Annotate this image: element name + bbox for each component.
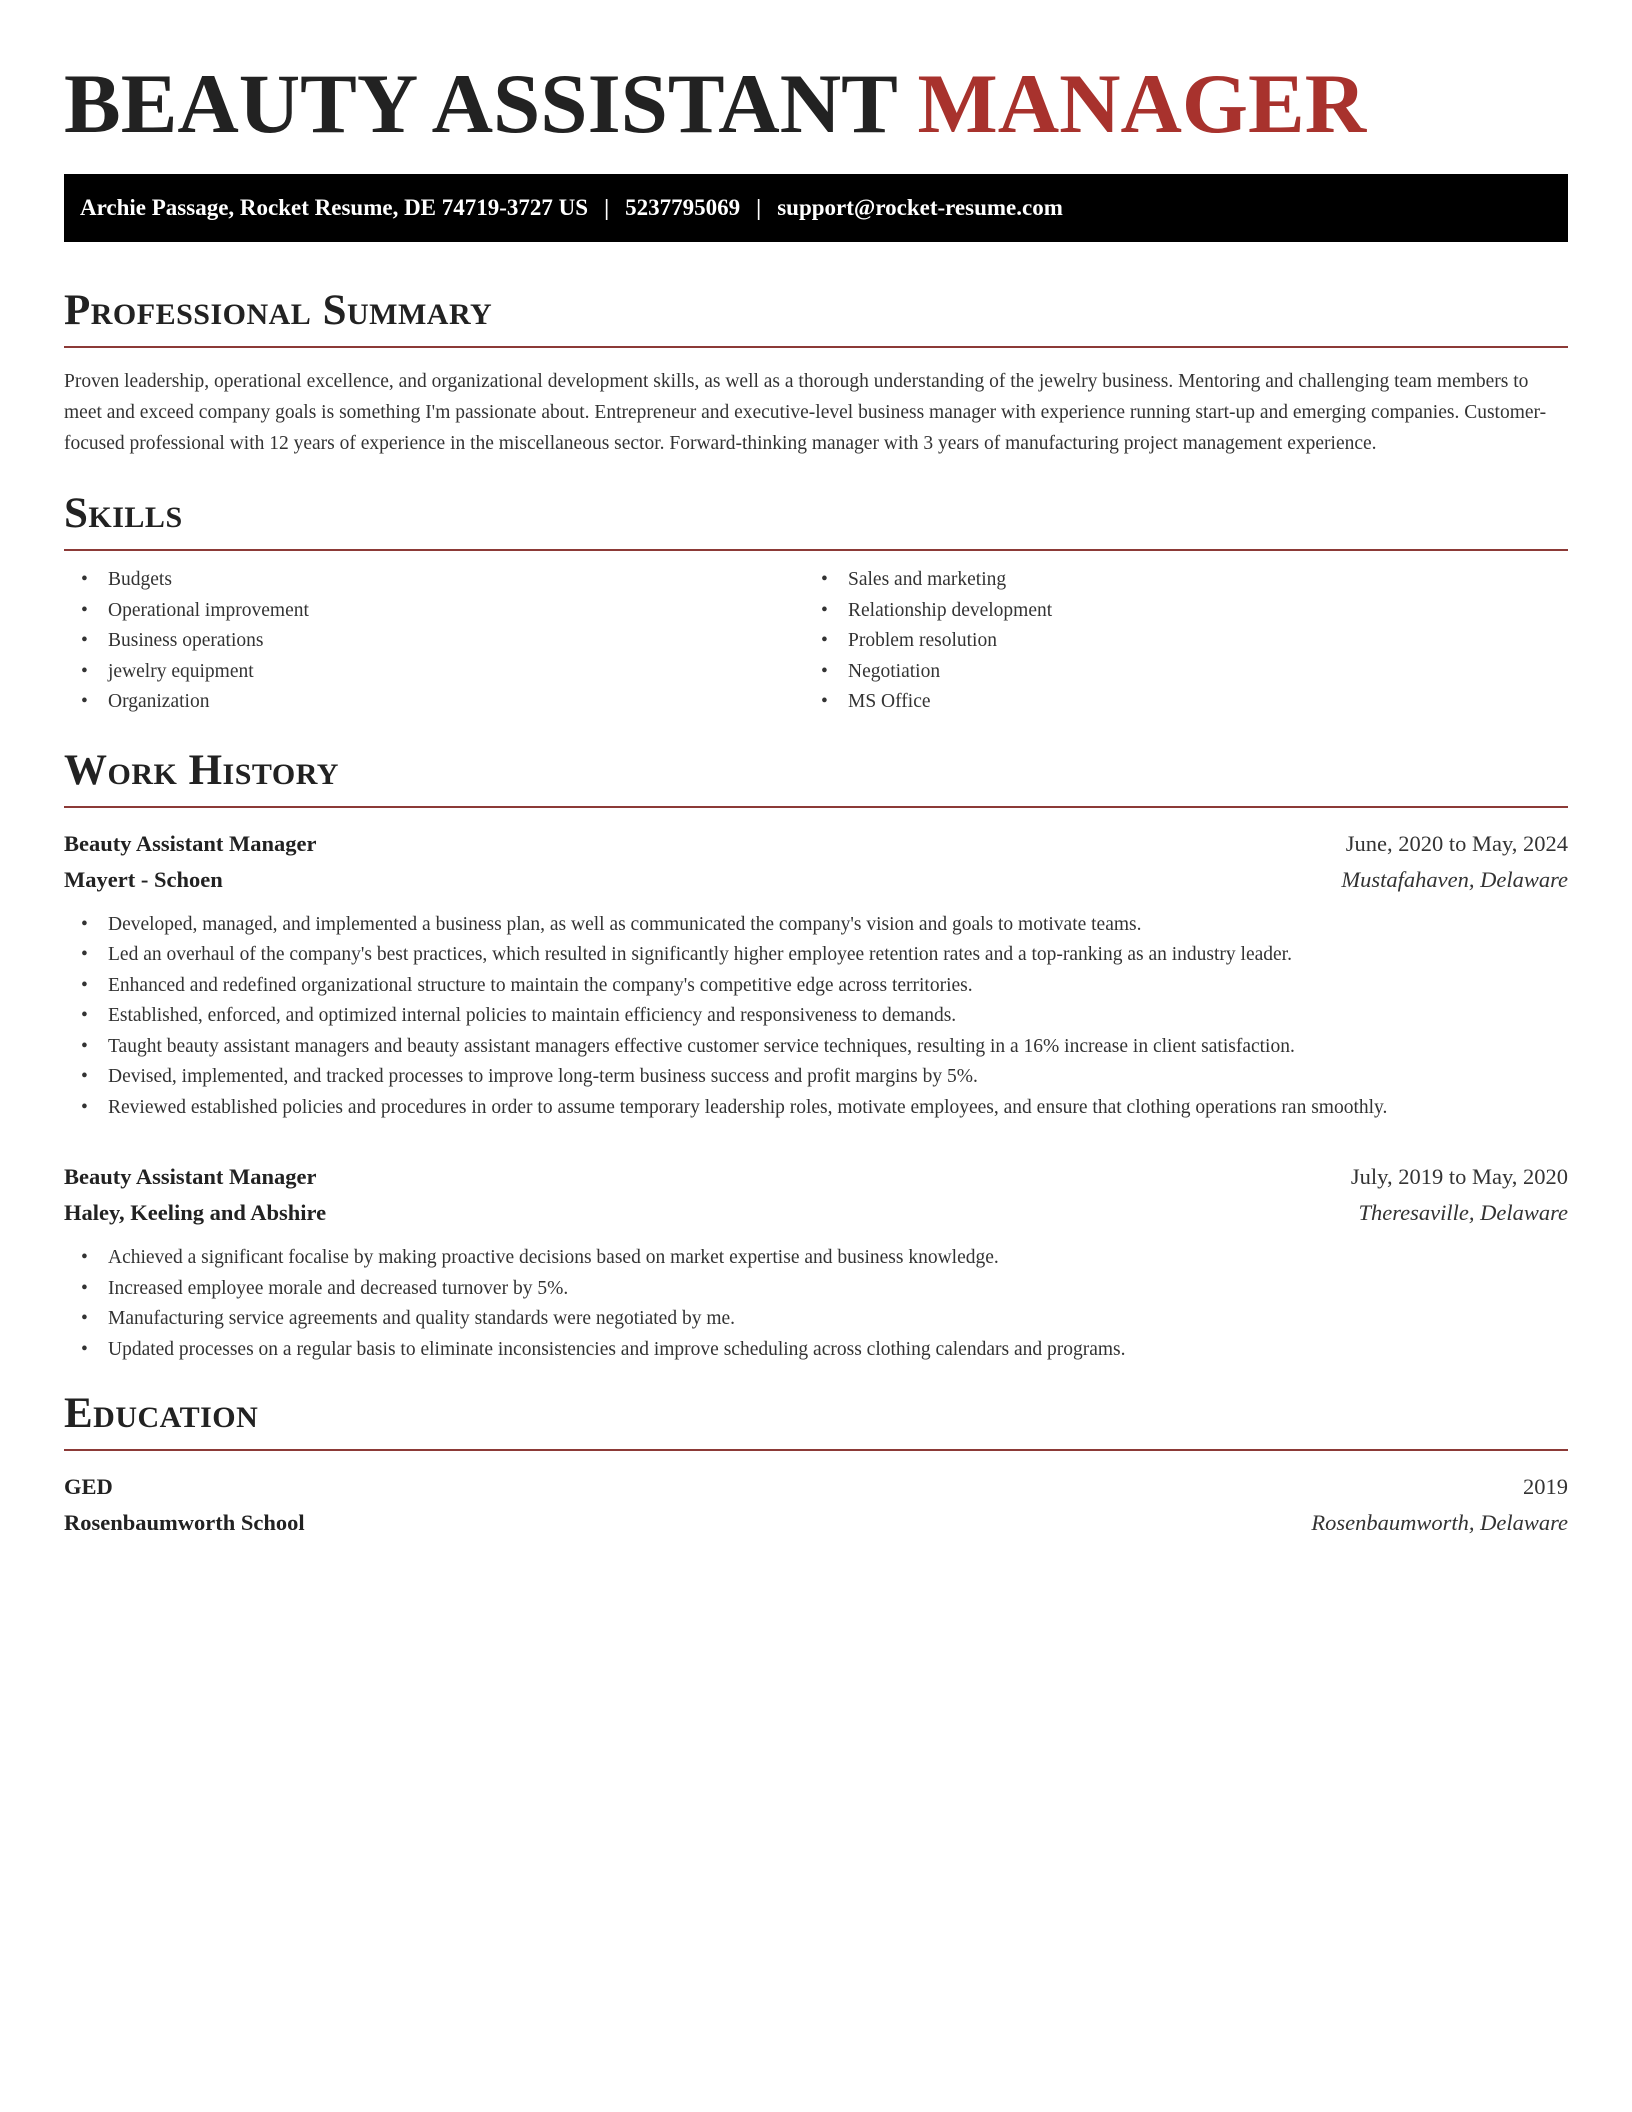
- bullet-icon: •: [81, 1096, 88, 1118]
- contact-separator: |: [756, 195, 762, 220]
- job-bullet: [64, 910, 1568, 941]
- job-bullet: [64, 1335, 1568, 1366]
- skills-columns: [64, 565, 1568, 718]
- contact-bar: [64, 174, 1568, 242]
- job-bullet: [64, 1001, 1568, 1032]
- job-bullet: [64, 1243, 1568, 1274]
- job-dates: July, 2019 to May, 2020: [1350, 1164, 1568, 1189]
- skill-label: Problem resolution: [848, 630, 997, 651]
- job-entry: [64, 826, 1568, 1124]
- job-bullet-list: [64, 910, 1568, 1124]
- skills-list-right: [804, 565, 1544, 718]
- skill-item: [64, 657, 804, 688]
- job-location: Mustafahaven, Delaware: [1341, 866, 1568, 892]
- job-title: Beauty Assistant Manager: [64, 830, 317, 856]
- job-bullet-text: Led an overhaul of the company's best practices, which resulted in significantly higher employee retention rates and a top-ranking as an industry leader.: [108, 944, 1292, 965]
- bullet-icon: •: [81, 691, 88, 712]
- education-degree: GED: [64, 1474, 113, 1499]
- education-section: [64, 1389, 1568, 1541]
- bullet-icon: •: [81, 1066, 88, 1087]
- bullet-icon: •: [821, 599, 828, 621]
- contact-address: Archie Passage, Rocket Resume, DE 74719-3727 US: [80, 195, 589, 220]
- education-location: Rosenbaumworth, Delaware: [1311, 1510, 1568, 1535]
- job-company-row: [64, 862, 1568, 898]
- bullet-icon: •: [821, 691, 828, 712]
- bullet-icon: •: [81, 1247, 88, 1268]
- job-entry: [64, 1159, 1568, 1365]
- job-bullet-text: Taught beauty assistant managers and beauty assistant managers effective customer service techniques, resulting in a 16% increase in client satisfaction.: [108, 1035, 1295, 1057]
- title-part-primary: BEAUTY ASSISTANT: [64, 57, 897, 151]
- section-divider: [64, 806, 1568, 808]
- section-divider: [64, 1449, 1568, 1451]
- job-bullet: [64, 1093, 1568, 1124]
- skill-item: [64, 626, 804, 657]
- skill-label: Sales and marketing: [848, 569, 1007, 590]
- work-history-section: [64, 746, 1568, 1366]
- professional-summary-section: [64, 286, 1568, 459]
- job-bullet: [64, 1274, 1568, 1305]
- bullet-icon: •: [81, 630, 88, 651]
- job-company: Haley, Keeling and Abshire: [64, 1200, 327, 1225]
- skill-item: [64, 596, 804, 627]
- job-bullet-text: Increased employee morale and decreased turnover by 5%.: [108, 1277, 569, 1299]
- skill-item: [804, 687, 1544, 718]
- section-heading-skills: Skills: [64, 490, 183, 537]
- education-school-row: [64, 1505, 1568, 1541]
- skill-item: [64, 565, 804, 596]
- job-header-row: [64, 826, 1568, 862]
- skills-section: [64, 489, 1568, 718]
- contact-phone: 5237795069: [625, 195, 741, 220]
- skill-item: [64, 687, 804, 718]
- skill-label: MS Office: [848, 691, 931, 712]
- job-bullet: [64, 971, 1568, 1002]
- job-bullet-text: Achieved a significant focalise by making proactive decisions based on market expertise and business knowledge.: [108, 1247, 999, 1268]
- job-bullet-text: Developed, managed, and implemented a business plan, as well as communicated the company's vision and goals to motivate teams.: [108, 913, 1142, 935]
- job-bullet-text: Established, enforced, and optimized internal policies to maintain efficiency and responsiveness to demands.: [108, 1005, 957, 1026]
- bullet-icon: •: [81, 944, 88, 965]
- section-heading-summary: Professional Summary: [64, 287, 493, 334]
- skill-item: [804, 596, 1544, 627]
- contact-email: support@rocket-resume.com: [777, 195, 1063, 220]
- bullet-icon: •: [821, 660, 828, 682]
- bullet-icon: •: [81, 1277, 88, 1299]
- job-bullet: [64, 940, 1568, 971]
- education-school: Rosenbaumworth School: [64, 1510, 305, 1535]
- section-heading-work-history: Work History: [64, 746, 339, 794]
- bullet-icon: •: [81, 1338, 88, 1360]
- job-location: Theresaville, Delaware: [1358, 1200, 1568, 1225]
- job-bullet-list: [64, 1243, 1568, 1365]
- title-part-accent: MANAGER: [917, 57, 1367, 151]
- skill-item: [804, 657, 1544, 688]
- skill-label: Budgets: [108, 569, 172, 590]
- bullet-icon: •: [81, 913, 88, 935]
- job-bullet-text: Reviewed established policies and procedures in order to assume temporary leadership roles, motivate employees, and ensure that clothing operations ran smoothly.: [108, 1096, 1388, 1118]
- bullet-icon: •: [81, 660, 88, 682]
- skill-label: Relationship development: [848, 599, 1053, 621]
- bullet-icon: •: [81, 1308, 88, 1329]
- skills-list-left: [64, 565, 804, 718]
- education-entry: [64, 1469, 1568, 1541]
- bullet-icon: •: [821, 630, 828, 651]
- bullet-icon: •: [81, 974, 88, 996]
- bullet-icon: •: [81, 599, 88, 621]
- contact-separator: |: [604, 195, 610, 220]
- skill-label: Business operations: [108, 630, 264, 651]
- job-bullet: [64, 1062, 1568, 1093]
- job-bullet-text: Devised, implemented, and tracked processes to improve long-term business success and profit margins by 5%.: [108, 1066, 978, 1087]
- job-bullet-text: Updated processes on a regular basis to eliminate inconsistencies and improve scheduling across clothing calendars and programs.: [108, 1338, 1126, 1360]
- section-divider: [64, 549, 1568, 551]
- bullet-icon: •: [81, 1005, 88, 1026]
- skill-label: jewelry equipment: [108, 660, 254, 682]
- section-divider: [64, 346, 1568, 348]
- bullet-icon: •: [81, 1035, 88, 1057]
- job-bullet-text: Manufacturing service agreements and quality standards were negotiated by me.: [108, 1308, 736, 1329]
- job-dates: June, 2020 to May, 2024: [1345, 830, 1568, 856]
- job-bullet: [64, 1032, 1568, 1063]
- skill-label: Operational improvement: [108, 599, 309, 621]
- job-bullet-text: Enhanced and redefined organizational structure to maintain the company's competitive edge across territories.: [108, 974, 973, 996]
- skill-item: [804, 626, 1544, 657]
- bullet-icon: •: [81, 569, 88, 590]
- skill-label: Organization: [108, 691, 210, 712]
- education-header-row: [64, 1469, 1568, 1505]
- job-company: Mayert - Schoen: [64, 866, 223, 892]
- bullet-icon: •: [821, 569, 828, 590]
- summary-text: Proven leadership, operational excellence, and organizational development skills, as well as a thorough understanding of the jewelry business. Mentoring and challenging team members to meet and exceed company goals is something I'm passionate about. Entrepreneur and executive-level business manager with experience running start-up and emerging companies. Customer-focused professional with 12 years of experience in the miscellaneous sector. Forward-thinking manager with 3 years of manufacturing project management experience.: [64, 371, 1547, 454]
- resume-title: [64, 58, 1568, 150]
- section-heading-education: Education: [64, 1390, 259, 1437]
- skill-label: Negotiation: [848, 660, 941, 682]
- job-bullet: [64, 1304, 1568, 1335]
- skill-item: [804, 565, 1544, 596]
- education-year: 2019: [1523, 1474, 1568, 1499]
- job-title: Beauty Assistant Manager: [64, 1164, 317, 1189]
- job-company-row: [64, 1195, 1568, 1231]
- job-header-row: [64, 1159, 1568, 1195]
